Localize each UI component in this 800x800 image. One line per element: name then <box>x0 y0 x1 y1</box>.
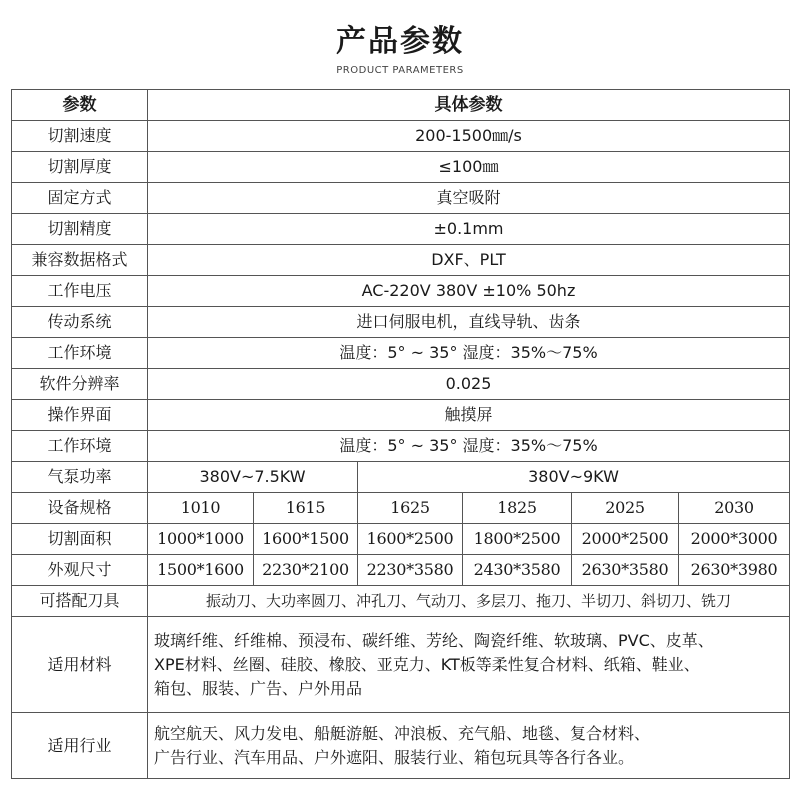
table-row <box>12 400 790 431</box>
row-label: 操作界面 <box>12 400 148 431</box>
materials-line: XPE材料、丝圈、硅胶、橡胶、亚克力、KT板等柔性复合材料、纸箱、鞋业、 <box>154 654 700 674</box>
materials-line: 箱包、服装、广告、户外用品 <box>154 678 363 698</box>
area-cell: 2000*3000 <box>679 524 790 555</box>
size-cell: 2230*2100 <box>254 555 358 586</box>
industries-line: 广告行业、汽车用品、户外遮阳、服装行业、箱包玩具等各行各业。 <box>154 747 635 767</box>
row-value: 200-1500㎜/s <box>148 121 790 152</box>
spec-cell: 1010 <box>148 493 254 524</box>
parameters-table <box>11 89 790 779</box>
row-value: DXF、PLT <box>148 245 790 276</box>
size-cell: 2230*3580 <box>358 555 463 586</box>
page-subtitle: PRODUCT PARAMETERS <box>336 65 464 76</box>
page-title: 产品参数 <box>336 24 464 59</box>
row-label: 可搭配刀具 <box>12 586 148 617</box>
size-cell: 2630*3980 <box>679 555 790 586</box>
table-row <box>12 214 790 245</box>
row-value: ±0.1mm <box>148 214 790 245</box>
row-label: 切割面积 <box>12 524 148 555</box>
table-row <box>12 183 790 214</box>
materials-line: 玻璃纤维、纤维棉、预浸布、碳纤维、芳纶、陶瓷纤维、软玻璃、PVC、皮革、 <box>154 630 714 650</box>
spec-row <box>12 493 790 524</box>
area-cell: 1000*1000 <box>148 524 254 555</box>
header-value: 具体参数 <box>148 90 790 121</box>
tools-value: 振动刀、大功率圆刀、冲孔刀、气动刀、多层刀、拖刀、半切刀、斜切刀、铣刀 <box>148 586 790 617</box>
table-row <box>12 121 790 152</box>
row-label: 固定方式 <box>12 183 148 214</box>
row-label: 软件分辨率 <box>12 369 148 400</box>
size-row <box>12 555 790 586</box>
pump-row <box>12 462 790 493</box>
row-label: 工作环境 <box>12 431 148 462</box>
row-label: 气泵功率 <box>12 462 148 493</box>
industries-line: 航空航天、风力发电、船艇游艇、冲浪板、充气船、地毯、复合材料、 <box>154 723 651 743</box>
size-cell: 2630*3580 <box>572 555 679 586</box>
row-value: 温度：5° ~ 35° 湿度：35%～75% <box>148 338 790 369</box>
header-param: 参数 <box>12 90 148 121</box>
industries-row <box>12 713 790 779</box>
area-cell: 1600*1500 <box>254 524 358 555</box>
row-label: 工作环境 <box>12 338 148 369</box>
row-label: 兼容数据格式 <box>12 245 148 276</box>
size-cell: 1500*1600 <box>148 555 254 586</box>
pump-value-large: 380V~9KW <box>358 462 790 493</box>
row-label: 工作电压 <box>12 276 148 307</box>
spec-cell: 1615 <box>254 493 358 524</box>
row-value: 进口伺服电机，直线导轨、齿条 <box>148 307 790 338</box>
materials-row <box>12 617 790 713</box>
table-row <box>12 245 790 276</box>
row-label: 切割精度 <box>12 214 148 245</box>
table-row <box>12 307 790 338</box>
row-value: ≤100㎜ <box>148 152 790 183</box>
tools-row <box>12 586 790 617</box>
row-value: AC-220V 380V ±10% 50hz <box>148 276 790 307</box>
row-value: 触摸屏 <box>148 400 790 431</box>
row-label: 适用材料 <box>12 617 148 713</box>
area-cell: 2000*2500 <box>572 524 679 555</box>
row-label: 适用行业 <box>12 713 148 779</box>
spec-cell: 2030 <box>679 493 790 524</box>
size-cell: 2430*3580 <box>463 555 572 586</box>
table-row <box>12 431 790 462</box>
row-label: 外观尺寸 <box>12 555 148 586</box>
row-value: 0.025 <box>148 369 790 400</box>
row-value: 真空吸附 <box>148 183 790 214</box>
row-value: 温度：5° ~ 35° 湿度：35%～75% <box>148 431 790 462</box>
spec-cell: 2025 <box>572 493 679 524</box>
table-row <box>12 276 790 307</box>
table-header-row <box>12 90 790 121</box>
table-row <box>12 369 790 400</box>
table-row <box>12 152 790 183</box>
materials-value <box>148 617 790 713</box>
page-header <box>0 0 800 92</box>
row-label: 切割速度 <box>12 121 148 152</box>
area-row <box>12 524 790 555</box>
industries-value <box>148 713 790 779</box>
row-label: 传动系统 <box>12 307 148 338</box>
spec-cell: 1825 <box>463 493 572 524</box>
pump-value-small: 380V~7.5KW <box>148 462 358 493</box>
area-cell: 1600*2500 <box>358 524 463 555</box>
row-label: 切割厚度 <box>12 152 148 183</box>
table-row <box>12 338 790 369</box>
row-label: 设备规格 <box>12 493 148 524</box>
spec-cell: 1625 <box>358 493 463 524</box>
area-cell: 1800*2500 <box>463 524 572 555</box>
